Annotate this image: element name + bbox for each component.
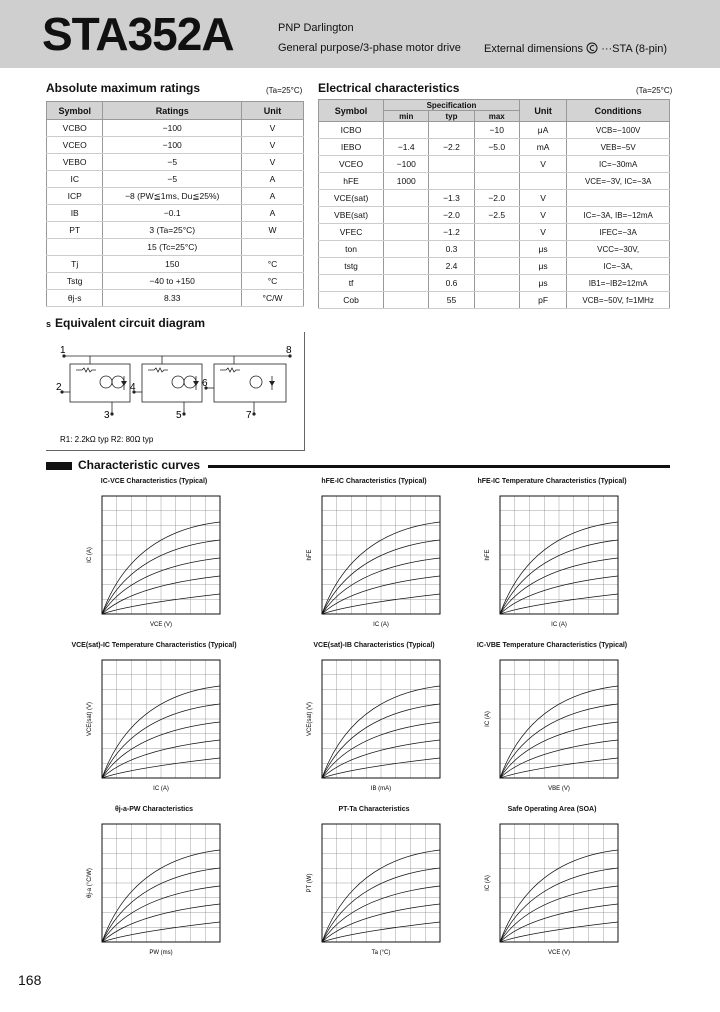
typ-cell: −1.3: [429, 190, 474, 207]
min-cell: [384, 275, 429, 292]
external-dimensions-label: External dimensions: [484, 43, 584, 55]
abs-max-condition: (Ta=25°C): [266, 86, 303, 95]
chart-plot: [304, 490, 444, 628]
unit-cell: V: [519, 156, 566, 173]
table-row: [319, 156, 670, 173]
max-cell: [474, 258, 519, 275]
circuit-title-text: Equivalent circuit diagram: [55, 316, 206, 330]
chart-title: IC-VBE Temperature Characteristics (Typical): [476, 642, 628, 649]
cond-cell: IC=−3A, IB=−12mA: [567, 207, 670, 224]
unit-cell: A: [242, 171, 304, 188]
elec-table: [318, 99, 670, 309]
symbol-cell: Tj: [47, 256, 103, 273]
table-row: [47, 239, 304, 256]
x-axis-label: VBE (V): [548, 786, 570, 792]
rating-cell: −100: [103, 137, 242, 154]
symbol-cell: ICP: [47, 188, 103, 205]
cond-cell: IC=−3A,: [567, 258, 670, 275]
table-row: [319, 139, 670, 156]
rating-cell: −40 to +150: [103, 273, 242, 290]
rating-cell: −0.1: [103, 205, 242, 222]
table-row: [319, 241, 670, 258]
table-row: [47, 188, 304, 205]
unit-cell: V: [242, 154, 304, 171]
table-row: [319, 292, 670, 309]
unit-cell: °C/W: [242, 290, 304, 307]
pin-1: 1: [60, 345, 66, 356]
cond-cell: IB1=−IB2=12mA: [567, 275, 670, 292]
chart-title: IC-VCE Characteristics (Typical): [100, 478, 208, 485]
x-axis-label: VCE (V): [547, 950, 571, 956]
unit-cell: °C: [242, 273, 304, 290]
cond-cell: VCE=−3V, IC=−3A: [567, 173, 670, 190]
typ-cell: [429, 173, 474, 190]
typ-cell: −2.0: [429, 207, 474, 224]
y-axis-label: hFE: [307, 549, 313, 561]
rating-cell: −8 (PW≦1ms, Du≦25%): [103, 188, 242, 205]
x-axis-label: VCE (V): [149, 622, 173, 628]
table-row: [319, 122, 670, 139]
symbol-cell: VCEO: [47, 137, 103, 154]
y-axis-label: θj-a (°C/W): [87, 868, 93, 898]
min-cell: [384, 258, 429, 275]
curves-header: [46, 458, 670, 472]
max-cell: [474, 241, 519, 258]
table-row: [47, 256, 304, 273]
unit-cell: V: [242, 120, 304, 137]
typ-cell: 0.3: [429, 241, 474, 258]
cond-cell: [567, 190, 670, 207]
y-axis-label: VCE(sat) (V): [307, 701, 313, 737]
pin-4: 4: [130, 382, 136, 393]
table-row: [319, 207, 670, 224]
chart-plot: [84, 654, 224, 792]
unit-cell: °C: [242, 256, 304, 273]
x-axis-label: IC (A): [551, 622, 567, 628]
abs-max-table: [46, 101, 304, 307]
unit-cell: V: [519, 190, 566, 207]
typ-cell: 55: [429, 292, 474, 309]
table-row: [319, 173, 670, 190]
symbol-cell: Cob: [319, 292, 384, 309]
cond-cell: IC=−30mA: [567, 156, 670, 173]
symbol-cell: Tstg: [47, 273, 103, 290]
max-cell: [474, 156, 519, 173]
symbol-cell: VEBO: [47, 154, 103, 171]
circuit-bullet: s: [46, 319, 52, 329]
elec-title: Electrical characteristics: [318, 81, 460, 95]
unit-cell: V: [242, 137, 304, 154]
rating-cell: 8.33: [103, 290, 242, 307]
symbol-cell: tstg: [319, 258, 384, 275]
y-axis-label: IC (A): [485, 711, 491, 727]
unit-cell: μs: [519, 275, 566, 292]
min-cell: −100: [384, 156, 429, 173]
symbol-cell: PT: [47, 222, 103, 239]
min-cell: [384, 241, 429, 258]
unit-cell: pF: [519, 292, 566, 309]
symbol-cell: tf: [319, 275, 384, 292]
chart-title: θj-a-PW Characteristics: [114, 806, 194, 813]
chart-plot: [304, 818, 444, 956]
symbol-cell: VBE(sat): [319, 207, 384, 224]
col-typ: typ: [429, 111, 474, 122]
cond-cell: VCC=−30V,: [567, 241, 670, 258]
rating-cell: −5: [103, 154, 242, 171]
symbol-cell: VFEC: [319, 224, 384, 241]
symbol-cell: VCBO: [47, 120, 103, 137]
curves-title: Characteristic curves: [74, 458, 204, 472]
unit-cell: V: [519, 207, 566, 224]
min-cell: [384, 207, 429, 224]
header-band: [0, 0, 720, 68]
symbol-cell: [47, 239, 103, 256]
x-axis-label: IC (A): [373, 622, 389, 628]
cond-cell: VCB=−50V, f=1MHz: [567, 292, 670, 309]
min-cell: [384, 224, 429, 241]
table-row: [47, 290, 304, 307]
symbol-cell: ICBO: [319, 122, 384, 139]
y-axis-label: hFE: [485, 549, 491, 561]
typ-cell: −1.2: [429, 224, 474, 241]
unit-cell: V: [519, 224, 566, 241]
chart-title: hFE-IC Characteristics (Typical): [321, 478, 427, 485]
typ-cell: [429, 156, 474, 173]
symbol-cell: VCEO: [319, 156, 384, 173]
rating-cell: 15 (Tc=25°C): [103, 239, 242, 256]
chart-plot: [482, 818, 622, 956]
unit-cell: μs: [519, 258, 566, 275]
y-axis-label: VCE(sat) (V): [87, 701, 93, 737]
table-row: [319, 190, 670, 207]
abs-max-title: Absolute maximum ratings: [46, 81, 201, 95]
rating-cell: 150: [103, 256, 242, 273]
col-min: min: [384, 111, 429, 122]
unit-cell: μs: [519, 241, 566, 258]
rating-cell: −5: [103, 171, 242, 188]
table-row: [319, 275, 670, 292]
elec-condition: (Ta=25°C): [636, 86, 673, 95]
application: General purpose/3-phase motor drive: [278, 42, 461, 54]
pin-7: 7: [246, 410, 252, 421]
chart-plot: [482, 654, 622, 792]
col-specification: Specification: [384, 100, 520, 111]
unit-cell: [519, 173, 566, 190]
table-row: [47, 137, 304, 154]
chart-plot: [84, 818, 224, 956]
pin-5: 5: [176, 410, 182, 421]
symbol-cell: IEBO: [319, 139, 384, 156]
pin-6: 6: [202, 378, 208, 389]
y-axis-label: IC (A): [87, 547, 93, 563]
package-name: ···STA (8-pin): [601, 43, 667, 55]
cond-cell: VEB=−5V: [567, 139, 670, 156]
x-axis-label: IC (A): [153, 786, 169, 792]
table-row: [47, 171, 304, 188]
c-mark-icon: [586, 42, 598, 54]
table-row: [319, 258, 670, 275]
table-row: [47, 205, 304, 222]
rating-cell: 3 (Ta=25°C): [103, 222, 242, 239]
min-cell: [384, 190, 429, 207]
symbol-cell: IC: [47, 171, 103, 188]
unit-cell: A: [242, 188, 304, 205]
max-cell: −10: [474, 122, 519, 139]
col-unit: Unit: [242, 102, 304, 120]
rating-cell: −100: [103, 120, 242, 137]
circuit-diagram: [46, 332, 304, 450]
table-row: [47, 120, 304, 137]
symbol-cell: ton: [319, 241, 384, 258]
chart-title: VCE(sat)-IC Temperature Characteristics (Typical): [71, 642, 237, 649]
unit-cell: A: [242, 205, 304, 222]
min-cell: 1000: [384, 173, 429, 190]
x-axis-label: Ta (°C): [371, 950, 391, 956]
min-cell: −1.4: [384, 139, 429, 156]
device-type: PNP Darlington: [278, 22, 354, 34]
chart-title: PT-Ta Characteristics: [338, 806, 410, 813]
chart-title: Safe Operating Area (SOA): [507, 806, 597, 813]
unit-cell: μA: [519, 122, 566, 139]
pin-3: 3: [104, 410, 110, 421]
symbol-cell: IB: [47, 205, 103, 222]
circuit-title: [46, 316, 205, 330]
x-axis-label: PW (ms): [149, 950, 173, 956]
symbol-cell: VCE(sat): [319, 190, 384, 207]
col-max: max: [474, 111, 519, 122]
unit-cell: mA: [519, 139, 566, 156]
part-number: STA352A: [42, 8, 234, 60]
col-symbol: Symbol: [47, 102, 103, 120]
table-row: [47, 222, 304, 239]
unit-cell: W: [242, 222, 304, 239]
table-row: [47, 154, 304, 171]
min-cell: [384, 292, 429, 309]
circuit-note: R1: 2.2kΩ typ R2: 80Ω typ: [60, 435, 154, 444]
max-cell: [474, 292, 519, 309]
max-cell: [474, 275, 519, 292]
max-cell: −2.0: [474, 190, 519, 207]
symbol-cell: hFE: [319, 173, 384, 190]
chart-title: VCE(sat)-IB Characteristics (Typical): [313, 642, 435, 649]
max-cell: −2.5: [474, 207, 519, 224]
max-cell: [474, 224, 519, 241]
col-symbol: Symbol: [319, 100, 384, 122]
chart-title: hFE-IC Temperature Characteristics (Typical): [477, 478, 627, 485]
chart-plot: [84, 490, 224, 628]
y-axis-label: PT (W): [307, 873, 313, 893]
table-row: [47, 273, 304, 290]
table-row: [319, 224, 670, 241]
chart-plot: [304, 654, 444, 792]
pin-8: 8: [286, 345, 292, 356]
col-unit: Unit: [519, 100, 566, 122]
chart-plot: [482, 490, 622, 628]
min-cell: [384, 122, 429, 139]
typ-cell: 2.4: [429, 258, 474, 275]
y-axis-label: IC (A): [485, 875, 491, 891]
cond-cell: VCB=−100V: [567, 122, 670, 139]
typ-cell: 0.6: [429, 275, 474, 292]
circuit-frame: [46, 332, 305, 451]
col-conditions: Conditions: [567, 100, 670, 122]
x-axis-label: IB (mA): [370, 786, 392, 792]
external-dimensions: [484, 42, 667, 55]
pin-2: 2: [56, 382, 62, 393]
typ-cell: −2.2: [429, 139, 474, 156]
max-cell: −5.0: [474, 139, 519, 156]
symbol-cell: θj-s: [47, 290, 103, 307]
typ-cell: [429, 122, 474, 139]
max-cell: [474, 173, 519, 190]
cond-cell: IFEC=−3A: [567, 224, 670, 241]
col-ratings: Ratings: [103, 102, 242, 120]
page-number: 168: [18, 972, 42, 988]
unit-cell: [242, 239, 304, 256]
